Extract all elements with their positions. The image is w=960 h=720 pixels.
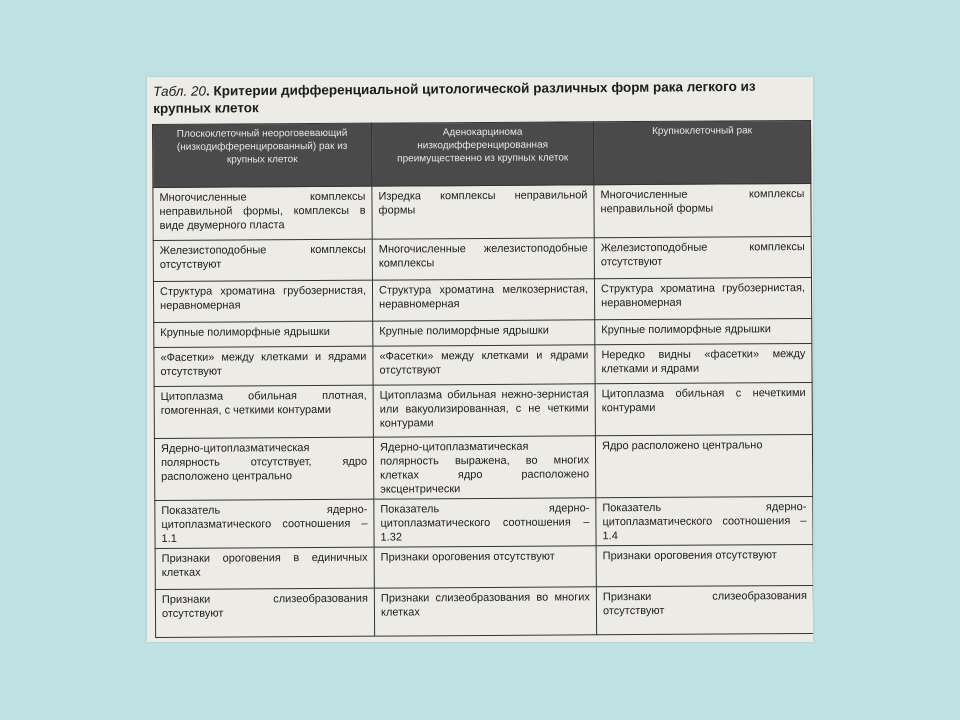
table-cell: Структура хроматина грубозернистая, неравномерная (153, 280, 372, 322)
table-cell: Многочисленные железистоподобные комплексы (372, 238, 594, 280)
table-cell: Железистоподобные комплексы отсутствуют (153, 239, 372, 281)
table-cell: Признаки слизеобразования отсутствуют (596, 585, 813, 634)
header-adenocarcinoma: Аденокарцинома низкодифференцированная преимущественно из крупных клеток (371, 122, 593, 186)
table-cell: Показатель ядерно-цитоплазматического соотношения – 1.4 (596, 496, 813, 545)
table-row (153, 236, 811, 281)
table-cell: Крупные полиморфные ядрышки (373, 320, 595, 346)
header-row (153, 120, 811, 187)
table-cell: Нередко видны «фасетки» между клетками и ядрами (595, 343, 812, 383)
table-cell: Показатель ядерно-цитоплазматического соотношения – 1.32 (374, 498, 596, 547)
table-row (153, 183, 811, 240)
table-cell: Структура хроматина мелкозернистая, неравномерная (372, 279, 594, 321)
table-cell: Ядро расположено центрально (595, 434, 812, 497)
table-cell: «Фасетки» между клетками и ядрами отсутствуют (373, 345, 595, 385)
table-cell: Структура хроматина грубозернистая, неравномерная (594, 277, 811, 319)
criteria-table-wrapper (152, 120, 813, 638)
table-row (154, 382, 812, 438)
table-row (155, 544, 813, 589)
table-title (153, 77, 803, 117)
table-cell: Многочисленные комплексы неправильной формы, комплексы в виде двумерного пласта (153, 186, 372, 240)
table-row (154, 434, 812, 500)
table-cell: «Фасетки» между клетками и ядрами отсутствуют (154, 346, 373, 386)
table-cell: Цитоплазма обильная плотная, гомогенная, с четкими контурами (154, 385, 373, 438)
table-cell: Показатель ядерно-цитоплазматического соотношения – 1.1 (155, 499, 374, 548)
table-cell: Железистоподобные комплексы отсутствуют (594, 236, 811, 278)
table-cell: Признаки ороговения отсутствуют (374, 546, 596, 588)
table-cell: Ядерно-цитоплазматическая полярность отсутствует, ядро расположено центрально (154, 437, 373, 500)
table-cell: Признаки ороговения в единичных клетках (155, 547, 374, 589)
table-cell: Ядерно-цитоплазматическая полярность выражена, во многих клетках ядро расположено эксцентрически (373, 436, 595, 499)
scanned-page (147, 77, 813, 642)
table-row (155, 585, 813, 637)
table-cell: Признаки ороговения отсутствуют (596, 544, 813, 586)
header-large-cell: Крупноклеточный рак (593, 120, 810, 184)
table-cell: Изредка комплексы неправильной формы (372, 185, 594, 239)
header-squamous: Плоскоклеточный неороговевающий (низкодифференцированный) рак из крупных клеток (153, 123, 372, 187)
table-row (153, 277, 811, 322)
table-cell: Цитоплазма обильная нежно-зернистая или вакуолизированная, с не четкими контурами (373, 384, 595, 437)
table-row (155, 496, 813, 548)
table-row (154, 343, 812, 386)
table-cell: Признаки слизеобразования отсутствуют (155, 588, 374, 637)
criteria-table (152, 120, 813, 638)
table-caption: . Критерии дифференциальной цитологической различных форм рака легкого из крупных клеток (153, 78, 756, 116)
table-cell: Крупные полиморфные ядрышки (154, 321, 373, 347)
table-cell: Многочисленные комплексы неправильной формы (594, 183, 811, 237)
table-cell: Цитоплазма обильная с нечеткими контурами (595, 382, 812, 435)
table-cell: Признаки слизеобразования во многих клетках (374, 587, 596, 636)
table-number: Табл. 20 (153, 83, 207, 99)
table-cell: Крупные полиморфные ядрышки (595, 318, 812, 344)
